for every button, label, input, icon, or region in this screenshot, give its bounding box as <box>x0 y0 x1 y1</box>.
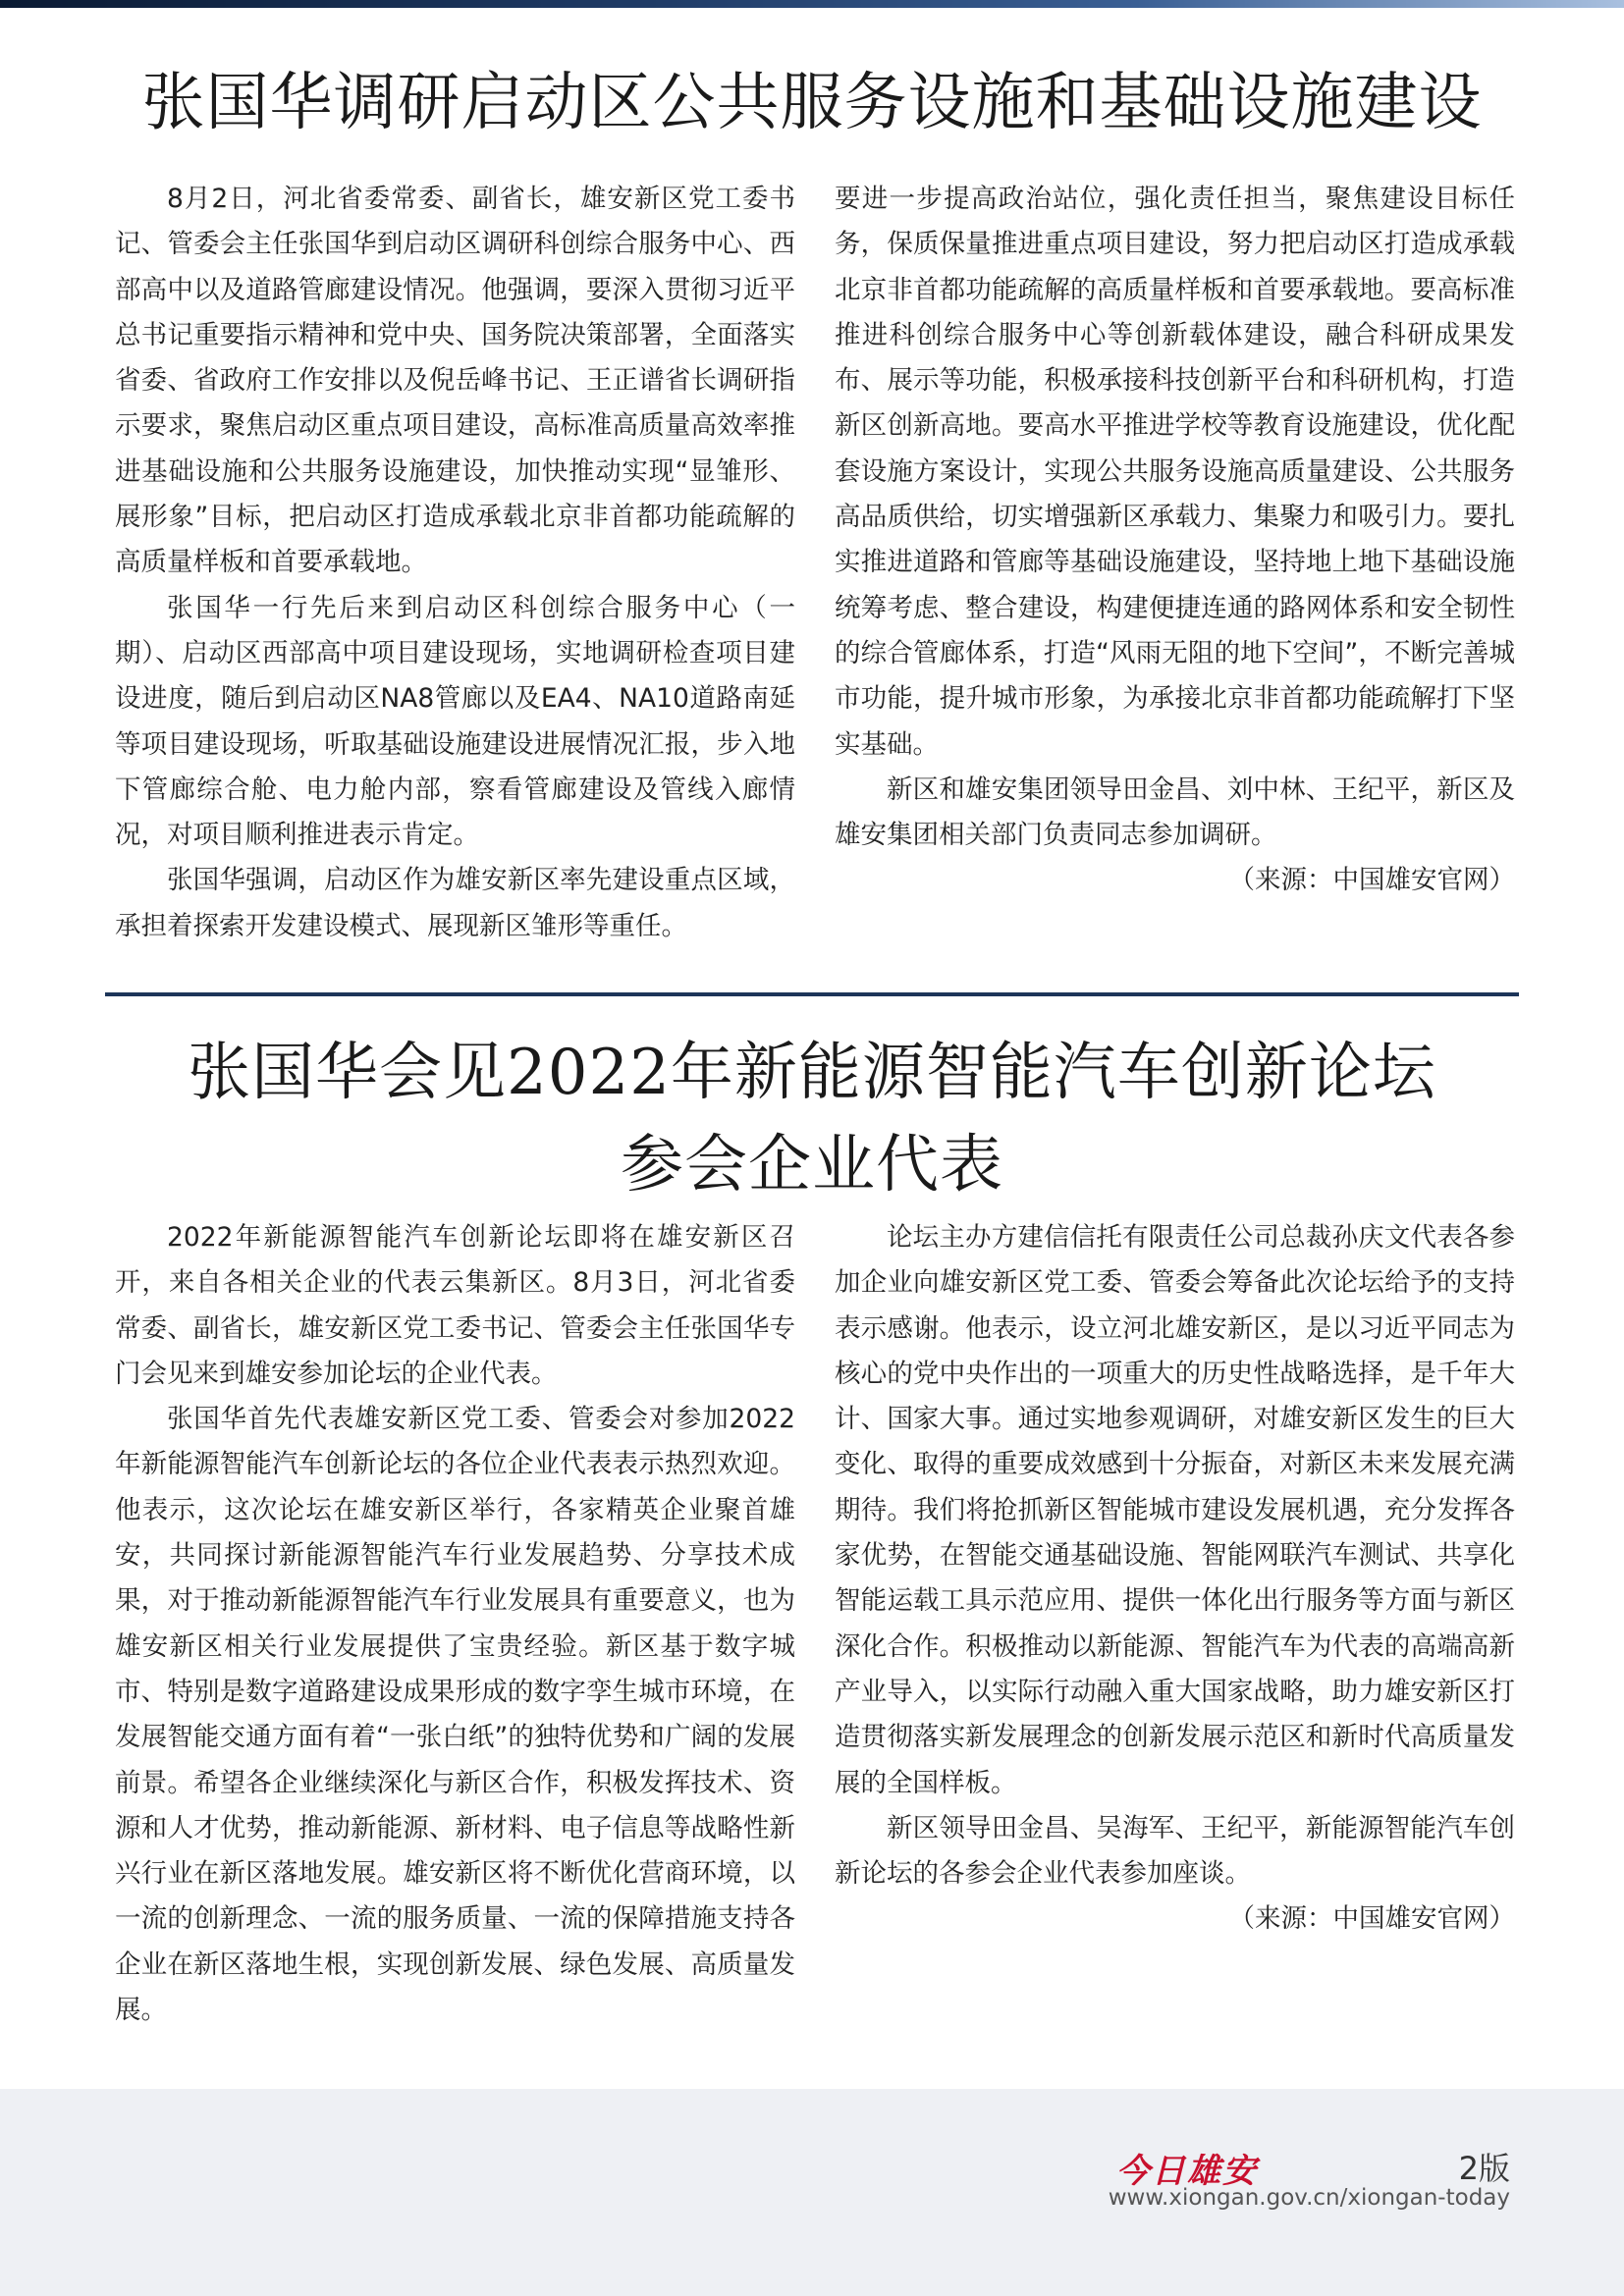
footer-url-link[interactable]: www.xiongan.gov.cn/xiongan-today <box>1108 2185 1510 2211</box>
article2-title-line2: 参会企业代表 <box>621 1129 1003 1201</box>
article1-title: 张国华调研启动区公共服务设施和基础设施建设 <box>141 67 1483 139</box>
article1-paragraph: 张国华一行先后来到启动区科创综合服务中心（一期）、启动区西部高中项目建设现场，实地调研检查项目建设进度，随后到启动区NA8管廊以及EA4、NA10道路南延等项目建设现场，听取基础设施建设进展情况汇报，步入地下管廊综合舱、电力舱内部，察看管廊建设及管线入廊情况，对项目顺利推进表示肯定。 <box>115 592 795 851</box>
article1-source: （来源：中国雄安官网） <box>1228 865 1515 896</box>
article2-title-line1: 张国华会见2022年新能源智能汽车创新论坛 <box>188 1037 1436 1109</box>
article2-paragraph: 2022年新能源智能汽车创新论坛即将在雄安新区召开，来自各相关企业的代表云集新区。8月3日，河北省委常委、副省长，雄安新区党工委书记、管委会主任张国华专门会见来到雄安参加论坛的企业代表。 <box>115 1222 795 1389</box>
page-number: 2版 <box>1458 2150 1510 2187</box>
top-gradient-bar <box>0 0 1624 8</box>
article1-paragraph: 8月2日，河北省委常委、副省长，雄安新区党工委书记、管委会主任张国华到启动区调研科创综合服务中心、西部高中以及道路管廊建设情况。他强调，要深入贯彻习近平总书记重要指示精神和党中央、国务院决策部署，全面落实省委、省政府工作安排以及倪岳峰书记、王正谱省长调研指示要求，聚焦启动区重点项目建设，高标准高质量高效率推进基础设施和公共服务设施建设，加快推动实现“显雏形、展形象”目标，把启动区打造成承载北京非首都功能疏解的高质量样板和首要承载地。 <box>115 184 795 578</box>
article1-paragraph-continued: 要进一步提高政治站位，强化责任担当，聚焦建设目标任务，保质保量推进重点项目建设，努力把启动区打造成承载北京非首都功能疏解的高质量样板和首要承载地。要高标准推进科创综合服务中心等创新载体建设，融合科研成果发布、展示等功能，积极承接科技创新平台和科研机构，打造新区创新高地。要高水平推进学校等教育设施建设，优化配套设施方案设计，实现公共服务设施高质量建设、公共服务高品质供给，切实增强新区承载力、集聚力和吸引力。要扎实推进道路和管廊等基础设施建设，坚持地上地下基础设施统筹考虑、整合建设，构建便捷连通的路网体系和安全韧性的综合管廊体系，打造“风雨无阻的地下空间”，不断完善城市功能，提升城市形象，为承接北京非首都功能疏解打下坚实基础。 <box>835 184 1515 760</box>
article2-title <box>69 1027 1555 1211</box>
article2-paragraph: 论坛主办方建信信托有限责任公司总裁孙庆文代表各参加企业向雄安新区党工委、管委会筹备此次论坛给予的支持表示感谢。他表示，设立河北雄安新区，是以习近平同志为核心的党中央作出的一项重大的历史性战略选择，是千年大计、国家大事。通过实地参观调研，对雄安新区发生的巨大变化、取得的重要成效感到十分振奋，对新区未来发展充满期待。我们将抢抓新区智能城市建设发展机遇，充分发挥各家优势，在智能交通基础设施、智能网联汽车测试、共享化智能运载工具示范应用、提供一体化出行服务等方面与新区深化合作。积极推动以新能源、智能汽车为代表的高端高新产业导入，以实际行动融入重大国家战略，助力雄安新区打造贯彻落实新发展理念的创新发展示范区和新时代高质量发展的全国样板。 <box>835 1222 1515 1798</box>
article1-left-column <box>115 177 795 949</box>
article2-left-column <box>115 1215 795 2033</box>
article2-right-column <box>835 1215 1515 1943</box>
article1-paragraph: 新区和雄安集团领导田金昌、刘中林、王纪平，新区及雄安集团相关部门负责同志参加调研。 <box>835 774 1515 851</box>
section-divider <box>105 992 1519 996</box>
article2-paragraph: 张国华首先代表雄安新区党工委、管委会对参加2022年新能源智能汽车创新论坛的各位企业代表表示热烈欢迎。他表示，这次论坛在雄安新区举行，各家精英企业聚首雄安，共同探讨新能源智能汽车行业发展趋势、分享技术成果，对于推动新能源智能汽车行业发展具有重要意义，也为雄安新区相关行业发展提供了宝贵经验。新区基于数字城市、特别是数字道路建设成果形成的数字孪生城市环境，在发展智能交通方面有着“一张白纸”的独特优势和广阔的发展前景。希望各企业继续深化与新区合作，积极发挥技术、资源和人才优势，推动新能源、新材料、电子信息等战略性新兴行业在新区落地发展。雄安新区将不断优化营商环境，以一流的创新理念、一流的服务质量、一流的保障措施支持各企业在新区落地生根，实现创新发展、绿色发展、高质量发展。 <box>115 1404 795 2026</box>
article1-right-column <box>835 177 1515 904</box>
article2-source: （来源：中国雄安官网） <box>1228 1903 1515 1935</box>
article1-paragraph: 张国华强调，启动区作为雄安新区率先建设重点区域，承担着探索开发建设模式、展现新区雏形等重任。 <box>115 865 795 941</box>
article2-paragraph: 新区领导田金昌、吴海军、王纪平，新能源智能汽车创新论坛的各参会企业代表参加座谈。 <box>835 1812 1515 1890</box>
publication-logo: 今日雄安 <box>1116 2152 1258 2191</box>
